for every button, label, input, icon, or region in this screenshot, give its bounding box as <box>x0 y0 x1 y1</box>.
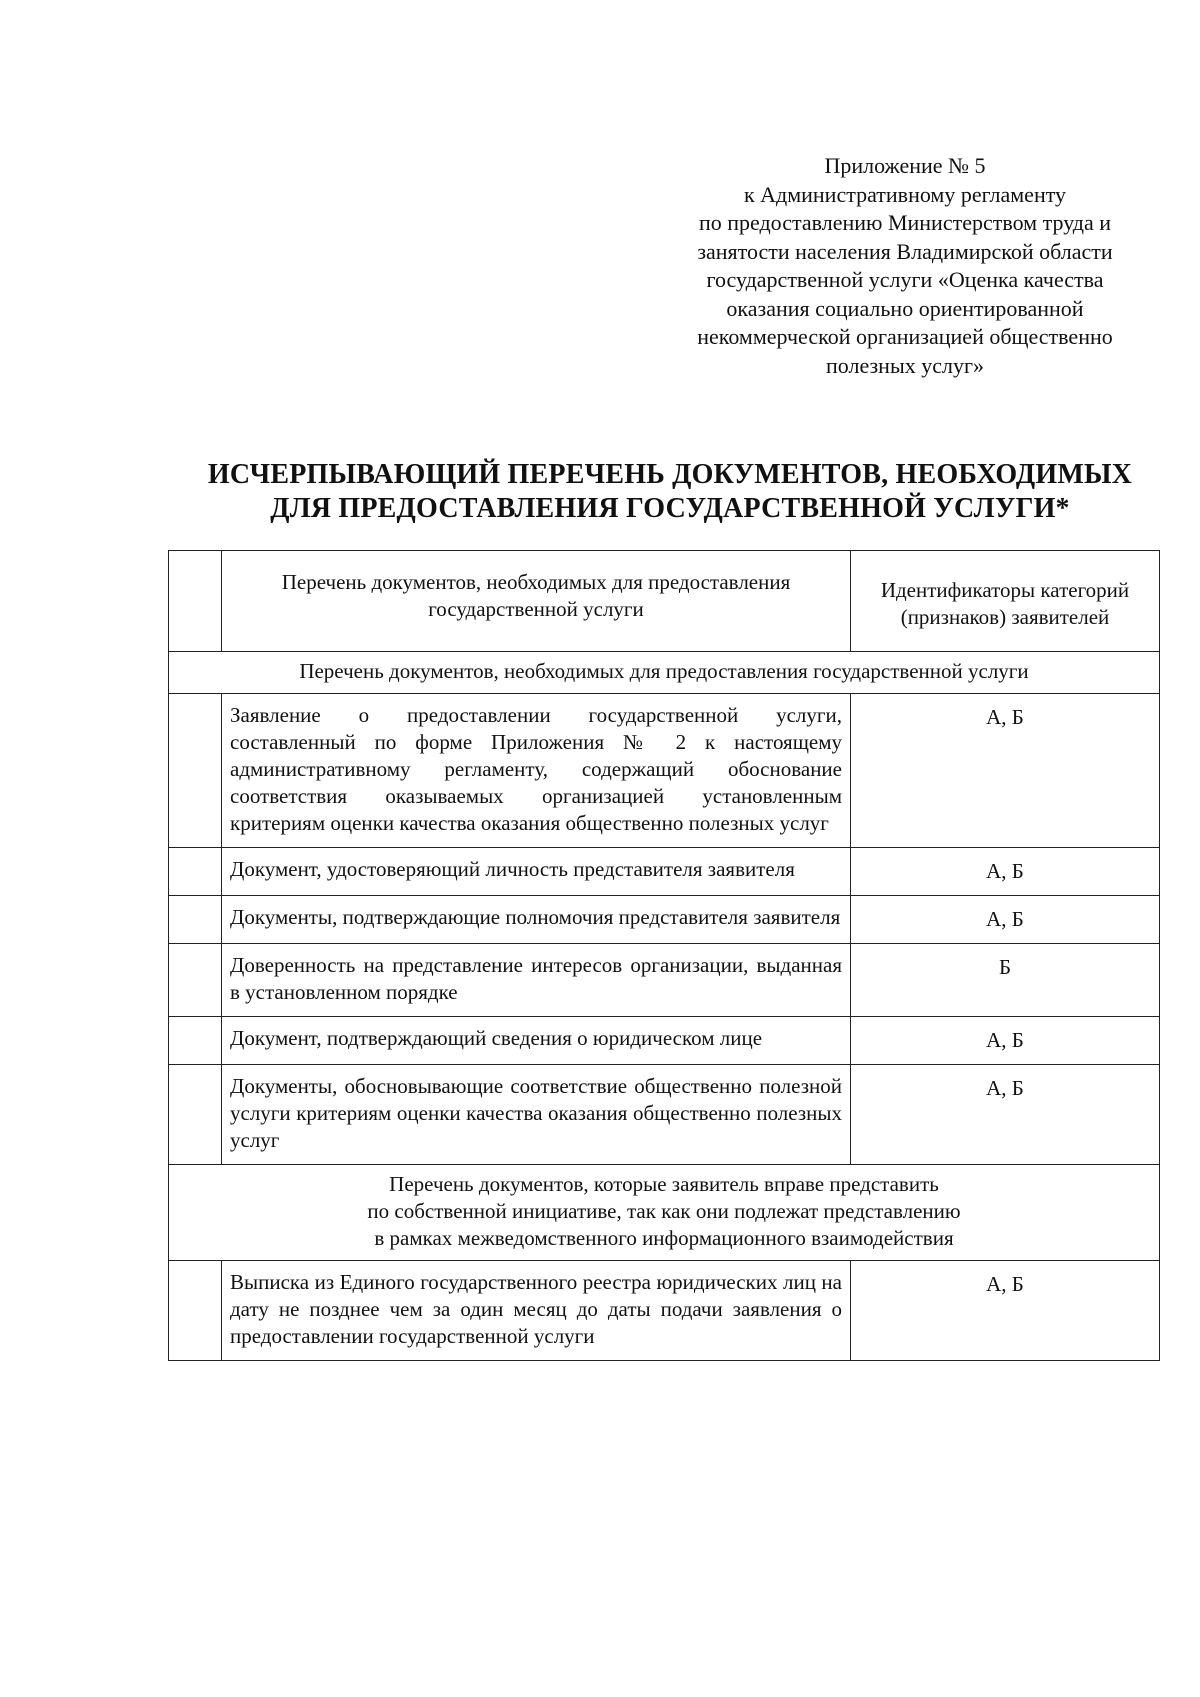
row-number-cell <box>169 1017 222 1065</box>
document-cell: Доверенность на представление интересов организации, выданная в установленном порядке <box>222 944 851 1017</box>
section-2-title-line: Перечень документов, которые заявитель вправе представить <box>389 1172 939 1196</box>
document-cell: Выписка из Единого государственного реестра юридических лиц на дату не позднее чем за один месяц до даты подачи заявления о предоставлении государственной услуги <box>222 1261 851 1361</box>
header-number-cell <box>169 551 222 652</box>
row-number-cell <box>169 1261 222 1361</box>
identifier-cell: А, Б <box>851 896 1160 944</box>
document-cell: Документы, обосновывающие соответствие общественно полезной услуги критериям оценки качества оказания общественно полезных услуг <box>222 1065 851 1165</box>
table-row <box>169 944 1160 1017</box>
document-cell: Документы, подтверждающие полномочия представителя заявителя <box>222 896 851 944</box>
row-number-cell <box>169 848 222 896</box>
documents-table <box>168 550 1160 1361</box>
appendix-line: полезных услуг» <box>825 352 984 378</box>
page-title <box>190 458 1150 526</box>
header-documents-cell: Перечень документов, необходимых для предоставления государственной услуги <box>222 551 851 652</box>
row-number-cell <box>169 694 222 848</box>
table-row <box>169 848 1160 896</box>
table-header-row <box>169 551 1160 652</box>
section-header-row <box>169 652 1160 694</box>
row-number-cell <box>169 1065 222 1165</box>
section-2-title-line: по собственной инициативе, так как они подлежат представлению <box>367 1199 961 1223</box>
appendix-line: к Административному регламенту <box>743 181 1067 207</box>
document-cell: Документ, подтверждающий сведения о юридическом лице <box>222 1017 851 1065</box>
table-row <box>169 694 1160 848</box>
appendix-line: Приложение № 5 <box>824 153 986 178</box>
identifier-cell: А, Б <box>851 1261 1160 1361</box>
table-row <box>169 896 1160 944</box>
table-row <box>169 1017 1160 1065</box>
document-cell: Заявление о предоставлении государственной услуги, составленный по форме Приложения № 2 к настоящему административному регламенту, содержащий обоснование соответствия оказываемых организацией установленным критериям оценки качества оказания общественно полезных услуг <box>222 694 851 848</box>
identifier-cell: Б <box>851 944 1160 1017</box>
row-number-cell <box>169 896 222 944</box>
table-row <box>169 1065 1160 1165</box>
appendix-line: занятости населения Владимирской области <box>697 238 1113 264</box>
section-2-title-line: в рамках межведомственного информационного взаимодействия <box>374 1226 954 1250</box>
table-row <box>169 1261 1160 1361</box>
appendix-line: некоммерческой организацией общественно <box>697 324 1113 349</box>
title-line-2: ДЛЯ ПРЕДОСТАВЛЕНИЯ ГОСУДАРСТВЕННОЙ УСЛУГИ* <box>270 493 1070 524</box>
section-1-title: Перечень документов, необходимых для предоставления государственной услуги <box>169 652 1160 694</box>
header-identifiers-cell: Идентификаторы категорий (признаков) заявителей <box>851 551 1160 652</box>
appendix-line: по предоставлению Министерством труда и <box>698 210 1112 235</box>
appendix-line: государственной услуги «Оценка качества <box>706 267 1104 292</box>
identifier-cell: А, Б <box>851 1017 1160 1065</box>
document-cell: Документ, удостоверяющий личность представителя заявителя <box>222 848 851 896</box>
identifier-cell: А, Б <box>851 1065 1160 1165</box>
title-line-1: ИСЧЕРПЫВАЮЩИЙ ПЕРЕЧЕНЬ ДОКУМЕНТОВ, НЕОБХОДИМЫХ <box>207 459 1133 490</box>
section-header-row <box>169 1165 1160 1261</box>
identifier-cell: А, Б <box>851 694 1160 848</box>
appendix-reference <box>655 152 1155 380</box>
row-number-cell <box>169 944 222 1017</box>
section-2-title <box>169 1165 1160 1261</box>
identifier-cell: А, Б <box>851 848 1160 896</box>
appendix-line: оказания социально ориентированной <box>726 295 1084 321</box>
